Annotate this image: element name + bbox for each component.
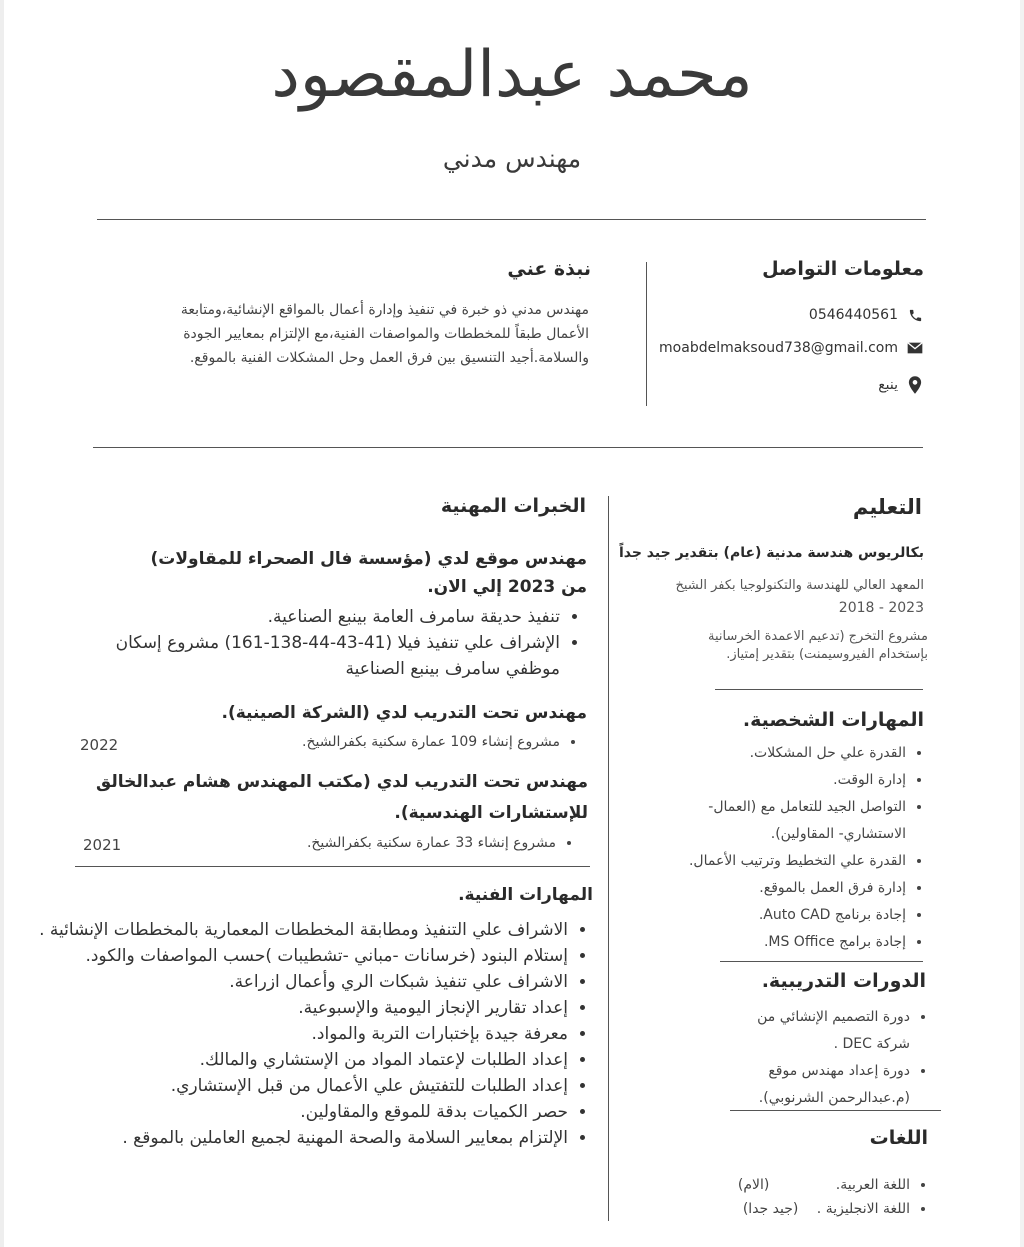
project-line: بإستخدام الفيروسيمنت) بتقدير إمتياز. bbox=[726, 647, 928, 662]
education-degree: بكالريوس هندسة مدنية (عام) بتقدير جيد جداً bbox=[618, 545, 924, 561]
job3-title bbox=[68, 767, 588, 829]
email-address[interactable]: moabdelmaksoud738@gmail.com bbox=[659, 340, 898, 356]
contact-heading: معلومات التواصل bbox=[762, 258, 924, 280]
candidate-name: محمد عبدالمقصود bbox=[271, 38, 753, 112]
soft-skills-divider bbox=[720, 961, 923, 962]
technical-skill-item: • الاشراف علي التنفيذ ومطابقة المخططات المعمارية بالمخططات الإنشائية . bbox=[30, 917, 568, 943]
technical-skill-item: • إعداد الطلبات للتفتيش علي الأعمال من قبل الإستشاري. bbox=[30, 1073, 568, 1099]
section-divider bbox=[93, 447, 923, 448]
education-heading: التعليم bbox=[852, 495, 922, 519]
mail-icon bbox=[906, 339, 924, 357]
job3-year: 2021 bbox=[83, 836, 122, 854]
contact-about-divider bbox=[646, 262, 647, 406]
soft-skill-item: • إجادة برامج MS Office. bbox=[614, 929, 906, 956]
phone-icon bbox=[906, 306, 924, 324]
job1-title bbox=[67, 545, 587, 601]
soft-skill-item: • القدرة علي التخطيط وترتيب الأعمال. bbox=[614, 848, 906, 875]
course-line: • دورة التصميم الإنشائي من bbox=[757, 1009, 910, 1025]
job-title: مهندس مدني bbox=[442, 144, 582, 173]
course-line: • دورة إعداد مهندس موقع bbox=[768, 1063, 910, 1079]
column-divider bbox=[608, 496, 609, 1221]
contact-location-row bbox=[878, 376, 924, 394]
about-heading: نبذة عني bbox=[507, 258, 591, 280]
about-line: مهندس مدني ذو خبرة في تنفيذ وإدارة أعمال بالمواقع الإنشائية،ومتابعة bbox=[180, 302, 589, 318]
about-line: الأعمال طبقاً للمخططات والمواصفات الفنية،مع الإلتزام بمعايير الجودة bbox=[183, 326, 589, 342]
job-item: • الإشراف علي تنفيذ فيلا (41-43-44-138-161) مشروع إسكان موظفي سامرف بينبع الصناعية bbox=[68, 630, 560, 682]
technical-skill-item: • إعداد تقارير الإنجاز اليومية والإسبوعية. bbox=[30, 995, 568, 1021]
soft-skill-item: • إدارة الوقت. bbox=[614, 767, 906, 794]
job1-list bbox=[68, 604, 578, 682]
languages-heading: اللغات bbox=[869, 1127, 928, 1149]
course-item bbox=[628, 1004, 910, 1058]
phone-number: 0546440561 bbox=[808, 307, 898, 323]
soft-skills-list bbox=[614, 740, 924, 956]
technical-skill-item: • معرفة جيدة بإختبارات التربة والمواد. bbox=[30, 1021, 568, 1047]
technical-skill-item: • إستلام البنود (خرسانات -مباني -تشطيبات )حسب المواصفات والكود. bbox=[30, 943, 568, 969]
job-title-line: من 2023 إلي الان. bbox=[427, 577, 587, 597]
header-divider bbox=[97, 219, 926, 220]
job3-list bbox=[214, 835, 574, 851]
course-line: شركة DEC . bbox=[833, 1036, 910, 1052]
technical-skill-item: • حصر الكميات بدقة للموقع والمقاولين. bbox=[30, 1099, 568, 1125]
soft-skill-item: • التواصل الجيد للتعامل مع (العمال- bbox=[614, 794, 906, 821]
soft-skills-heading: المهارات الشخصية. bbox=[742, 709, 924, 731]
language-level: (جيد جدا) bbox=[742, 1201, 799, 1217]
courses-divider bbox=[730, 1110, 941, 1111]
technical-skills-list bbox=[30, 917, 586, 1151]
job-item: • مشروع إنشاء 109 عمارة سكنية بكفرالشيخ. bbox=[218, 734, 560, 750]
job-title-line: للإستشارات الهندسية). bbox=[394, 803, 588, 823]
about-line: والسلامة.أجيد التنسيق بين فرق العمل وحل المشكلات الفنية بالموقع. bbox=[189, 350, 589, 366]
technical-skill-item: • الاشراف علي تنفيذ شبكات الري وأعمال ازراعة. bbox=[30, 969, 568, 995]
language-item bbox=[608, 1173, 910, 1197]
page-right-edge bbox=[1020, 0, 1024, 1247]
course-line: (م.عبدالرحمن الشرنوبي). bbox=[758, 1090, 910, 1106]
contact-email-row bbox=[659, 339, 924, 357]
job2-list bbox=[218, 734, 578, 750]
technical-skill-item: • الإلتزام بمعايير السلامة والصحة المهنية لجميع العاملين بالموقع . bbox=[30, 1125, 568, 1151]
language-level: (الام) bbox=[737, 1177, 770, 1193]
job-item: • مشروع إنشاء 33 عمارة سكنية بكفرالشيخ. bbox=[214, 835, 556, 851]
location-text: ينبع bbox=[878, 377, 898, 393]
education-institute: المعهد العالي للهندسة والتكنولوجيا بكفر الشيخ bbox=[675, 578, 924, 593]
soft-skill-item: • إجادة برنامج Auto CAD. bbox=[614, 902, 906, 929]
courses-list bbox=[628, 1004, 928, 1112]
courses-heading: الدورات التدريبية. bbox=[761, 970, 926, 992]
technical-skills-heading: المهارات الفنية. bbox=[458, 885, 593, 905]
language-item bbox=[608, 1197, 910, 1221]
languages-list bbox=[608, 1173, 928, 1221]
page-left-edge bbox=[0, 0, 4, 1247]
job-item: • تنفيذ حديقة سامرف العامة بينبع الصناعية. bbox=[68, 604, 560, 630]
about-text bbox=[69, 298, 589, 370]
contact-phone-row bbox=[809, 306, 924, 324]
course-item bbox=[628, 1058, 910, 1112]
job-title-line: مهندس تحت التدريب لدي (مكتب المهندس هشام عبدالخالق bbox=[96, 772, 588, 792]
graduation-project bbox=[708, 628, 928, 664]
soft-skill-item: • إدارة فرق العمل بالموقع. bbox=[614, 875, 906, 902]
experience-divider bbox=[75, 866, 590, 867]
language-name: اللغة العربية. bbox=[835, 1177, 910, 1193]
job2-year: 2022 bbox=[80, 736, 119, 754]
education-years: 2018 - 2023 bbox=[838, 600, 924, 616]
soft-skill-item: • القدرة علي حل المشكلات. bbox=[614, 740, 906, 767]
project-line: مشروع التخرج (تدعيم الاعمدة الخرسانية bbox=[707, 629, 928, 644]
technical-skill-item: • إعداد الطلبات لإعتماد المواد من الإستشاري والمالك. bbox=[30, 1047, 568, 1073]
job2-title: مهندس تحت التدريب لدي (الشركة الصينية). bbox=[221, 703, 587, 723]
job-title-line: مهندس موقع لدي (مؤسسة فال الصحراء للمقاولات) bbox=[150, 549, 587, 569]
location-pin-icon bbox=[906, 376, 924, 394]
education-divider bbox=[715, 689, 923, 690]
soft-skill-item: الاستشاري- المقاولين). bbox=[770, 826, 906, 842]
experience-heading: الخبرات المهنية bbox=[440, 495, 586, 517]
language-name: اللغة الانجليزية . bbox=[816, 1201, 910, 1217]
